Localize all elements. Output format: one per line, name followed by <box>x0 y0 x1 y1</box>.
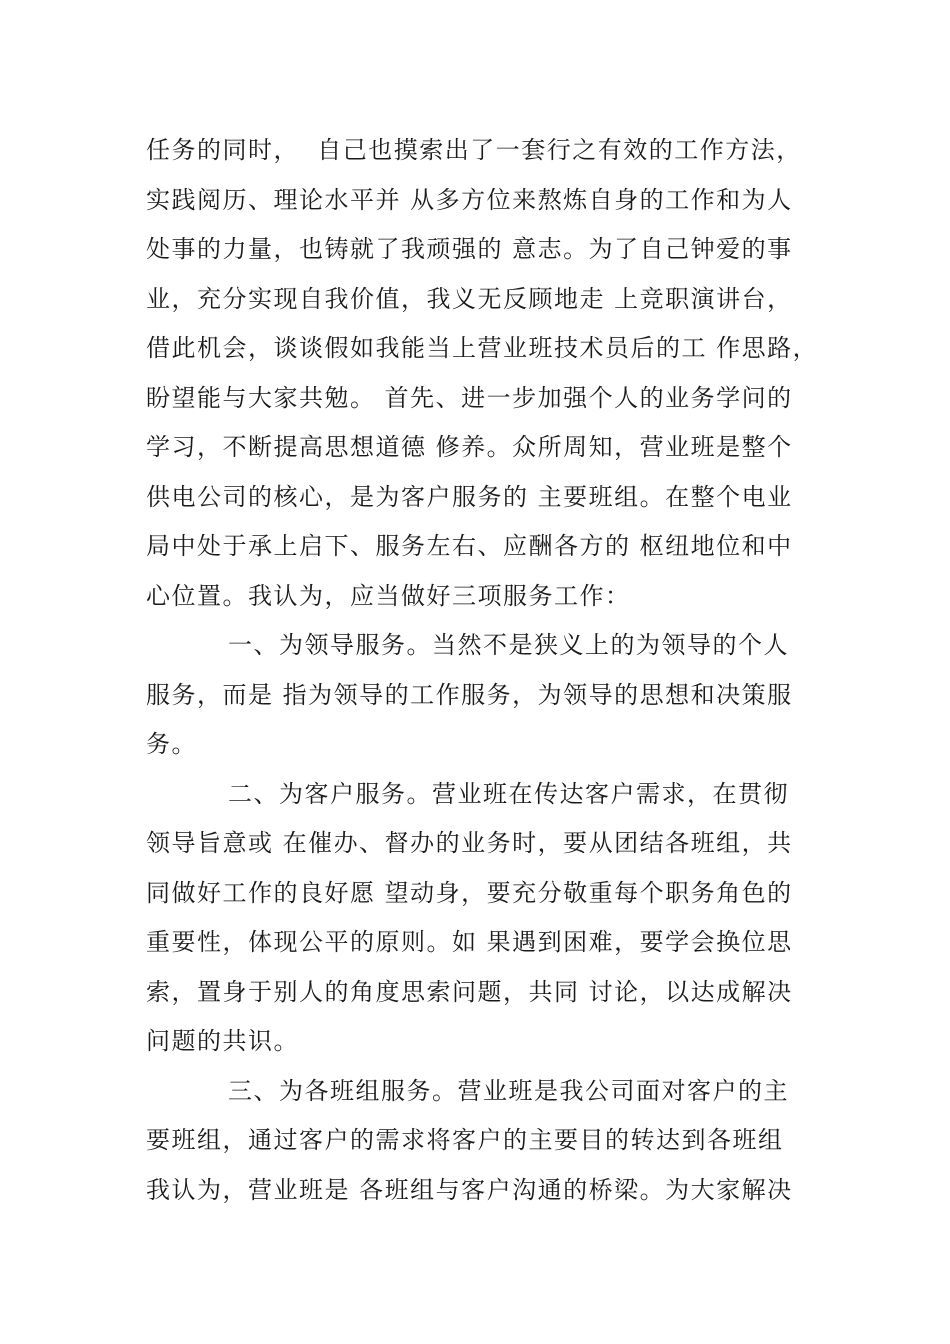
paragraph-first-line: 三、为各班组服务。营业班是我公司面对客户的主 <box>228 1076 789 1105</box>
body-text <box>146 126 819 1215</box>
text-line: 业，充分实现自我价值，我义无反顾地走 上竞职演讲台， <box>146 284 793 313</box>
text-line: 供电公司的核心，是为客户服务的 主要班组。在整个电业 <box>146 482 793 511</box>
text-line: 重要性，体现公平的原则。如 果遇到困难，要学会换位思 <box>146 928 793 956</box>
text-line: 盼望能与大家共勉。 首先、进一步加强个人的业务学问的 <box>146 383 793 412</box>
text-line: 要班组，通过客户的需求将客户的主要目的转达到各班组 <box>146 1126 784 1154</box>
paragraph-first-line: 二、为客户服务。营业班在传达客户需求，在贯彻 <box>228 779 789 808</box>
text-line: 心位置。我认为，应当做好三项服务工作： <box>146 581 631 610</box>
text-line: 任务的同时， 自己也摸索出了一套行之有效的工作方法， <box>146 136 802 164</box>
text-line: 务。 <box>146 730 197 758</box>
text-line: 索，置身于别人的角度思索问题，共同 讨论，以达成解决 <box>146 977 793 1006</box>
text-line: 处事的力量，也铸就了我顽强的 意志。为了自己钟爱的事 <box>146 235 793 263</box>
text-line: 借此机会，谈谈假如我能当上营业班技术员后的工 作思路， <box>146 334 819 362</box>
text-line: 领导旨意或 在催办、督办的业务时，要从团结各班组，共 <box>146 829 793 857</box>
text-line: 学习，不断提高思想道德 修养。众所周知，营业班是整个 <box>146 433 793 461</box>
text-line: 局中处于承上启下、服务左右、应酬各方的 枢纽地位和中 <box>146 532 793 560</box>
paragraph-first-line: 一、为领导服务。当然不是狭义上的为领导的个人 <box>228 631 789 659</box>
text-line: 服务，而是 指为领导的工作服务，为领导的思想和决策服 <box>146 680 793 709</box>
text-line: 实践阅历、理论水平并 从多方位来熬炼自身的工作和为人 <box>146 185 793 214</box>
text-line: 我认为，营业班是 各班组与客户沟通的桥梁。为大家解决 <box>146 1175 793 1204</box>
text-line: 问题的共识。 <box>146 1027 299 1055</box>
text-line: 同做好工作的良好愿 望动身，要充分敬重每个职务角色的 <box>146 878 793 907</box>
